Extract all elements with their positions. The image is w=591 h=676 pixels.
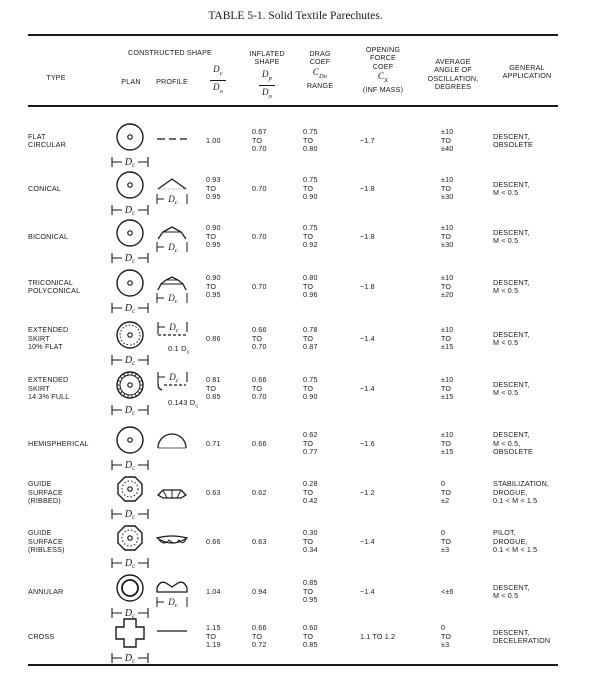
row-dc-do: 0.63 [206, 487, 221, 497]
skirt-annotation-value: 0.143 D [168, 398, 196, 407]
row-dp-do: 0.66 [252, 438, 267, 448]
row-oscillation-angle: ±10 TO ±40 [441, 127, 454, 154]
dimension-label-sub: c [132, 409, 136, 417]
row-opening-force: ~1.8 [360, 281, 375, 291]
skirt-hatch-mark [124, 394, 126, 397]
row-oscillation-angle: ±10 TO ±30 [441, 223, 454, 250]
opening-force-label: OPENING FORCE COEF [365, 45, 401, 71]
dimension-label-main: D [124, 205, 133, 216]
dp-numerator-sub: p [268, 74, 273, 82]
row-oscillation-angle: ±10 TO ±15 [441, 375, 454, 402]
dimension-label-sub: c [174, 602, 178, 609]
dimension-label-main: D [124, 558, 133, 569]
header-opening-force [350, 46, 416, 94]
annulus-outer [117, 575, 143, 601]
skirt-hatch-mark [120, 391, 122, 393]
row-opening-force: ~1.6 [360, 438, 375, 448]
row-dc-do: 1.00 [206, 135, 221, 145]
dimension-label-main: D [124, 653, 133, 664]
row-dc-do: 0.93 TO 0.95 [206, 175, 221, 202]
drag-range-label: RANGE [306, 80, 334, 90]
dc-denominator: D [212, 81, 220, 92]
row-drag-range: 0.75 TO 0.90 [303, 375, 318, 402]
table-title: TABLE 5-1. Solid Textile Parechutes. [208, 10, 383, 22]
row-type: EXTENDED SKIRT 14.3% FULL [28, 375, 70, 402]
row-dp-do: 0.70 [252, 231, 267, 241]
row-oscillation-angle: 0 TO ±2 [441, 479, 452, 506]
dimension-label-main: D [124, 405, 133, 416]
row-dc-do: 0.90 TO 0.95 [206, 273, 221, 300]
profile-shape-icon [149, 121, 195, 161]
dimension-label-sub: c [132, 209, 136, 217]
row-drag-range: 0.62 TO 0.77 [303, 430, 318, 457]
drag-symbol: C [312, 66, 319, 77]
row-application: DESCENT, M < 0.5 [493, 227, 530, 245]
row-dp-do: 0.94 [252, 586, 267, 596]
skirt-hatch-mark [135, 374, 137, 377]
row-opening-force: ~1.4 [360, 383, 375, 393]
dimension-label-sub: c [174, 199, 178, 206]
row-dc-do: 0.66 [206, 536, 221, 546]
fraction-bar [259, 85, 275, 86]
plan-shape-icon [108, 615, 152, 667]
vent-hole [128, 281, 132, 285]
row-type: GUIDE SURFACE (RIBLESS) [28, 528, 65, 555]
dimension-label-main: D [124, 460, 133, 471]
dimension-label-sub: c [132, 464, 136, 472]
opening-symbol-sub: X [384, 77, 389, 85]
dc-numerator: D [213, 64, 220, 74]
dc-numerator-sub: c [219, 69, 223, 77]
header-plan: PLAN [121, 77, 141, 86]
dimension-label [124, 253, 136, 265]
header-type: TYPE [46, 73, 66, 82]
skirt-hatch-mark [135, 394, 137, 397]
row-type: BICONICAL [28, 231, 69, 241]
plan-shape-icon [108, 471, 152, 523]
row-dp-do: 0.66 TO 0.70 [252, 325, 267, 352]
dimension-label-sub: c [132, 612, 136, 620]
row-type: EXTENDED SKIRT 10% FLAT [28, 325, 69, 352]
row-application: STABILIZATION, DROGUE, 0.1 < M < 1.5 [493, 479, 550, 506]
header-dc-do-fraction [198, 64, 238, 97]
dimension-label [167, 194, 178, 206]
skirt-hatch-mark [138, 391, 140, 393]
dc-denominator-sub: o [219, 87, 224, 95]
row-oscillation-angle: ±10 TO ±20 [441, 273, 454, 300]
row-opening-force: ~1.4 [360, 536, 375, 546]
skirt-annotation-value: 0.1 D [168, 344, 187, 353]
row-type: CONICAL [28, 183, 62, 193]
dimension-label-sub: c [174, 298, 178, 305]
inner-dotted-ring [122, 530, 138, 546]
dimension-label-sub: c [132, 657, 136, 665]
dimension-label-sub: c [174, 247, 178, 254]
dimension-label [124, 405, 136, 417]
dimension-label-sub: c [132, 307, 136, 315]
profile-shape-icon [149, 473, 195, 513]
vent-hole [128, 333, 132, 337]
row-dp-do: 0.67 TO 0.70 [252, 127, 267, 154]
row-dc-do: 1.15 TO 1.19 [206, 623, 221, 650]
dimension-label-main: D [168, 597, 175, 607]
plan-shape-icon [108, 520, 152, 572]
opening-inf-label: (INF MASS) [362, 85, 404, 95]
vent-hole [128, 231, 132, 235]
row-dp-do: 0.62 [252, 487, 267, 497]
dimension-label-main: D [124, 253, 133, 264]
profile-shape-icon [149, 424, 195, 464]
profile-shape-icon [149, 572, 195, 612]
profile-shape-icon [149, 217, 195, 257]
vent-hole [128, 383, 132, 387]
row-dp-do: 0.70 [252, 183, 267, 193]
row-opening-force: 1.1 TO 1.2 [360, 631, 396, 641]
dimension-label [167, 293, 178, 305]
row-dc-do: 0.81 TO 0.85 [206, 375, 221, 402]
dimension-label [168, 372, 179, 384]
profile-shape-icon [149, 522, 195, 562]
row-dp-do: 0.66 TO 0.70 [252, 375, 267, 402]
dimension-label [168, 322, 179, 334]
profile-shape-icon [149, 617, 195, 657]
row-drag-range: 0.85 TO 0.95 [303, 578, 318, 605]
conical-profile [158, 179, 186, 189]
vent-hole [128, 536, 132, 540]
top-rule [28, 34, 558, 36]
row-drag-range: 0.75 TO 0.90 [303, 175, 318, 202]
row-oscillation-angle: <±6 [441, 586, 454, 596]
dimension-label-main: D [124, 509, 133, 520]
row-drag-range: 0.60 TO 0.85 [303, 623, 318, 650]
plan-shape-icon [108, 265, 152, 317]
row-dc-do: 0.90 TO 0.95 [206, 223, 221, 250]
dimension-label-sub: c [132, 359, 136, 367]
dimension-label-main: D [169, 322, 176, 332]
header-general-application: GENERAL APPLICATION [502, 63, 552, 81]
triconical-profile [158, 277, 186, 290]
row-drag-range: 0.78 TO 0.87 [303, 325, 318, 352]
plan-shape-icon [108, 422, 152, 474]
skirt-inner-ring [120, 375, 140, 395]
header-inflated-shape [240, 50, 294, 101]
row-application: DESCENT, M < 0.5, OBSOLETE [493, 430, 533, 457]
dimension-label [167, 597, 178, 609]
inner-dotted-ring [122, 481, 138, 497]
plan-shape-icon [108, 119, 152, 171]
vent-hole [128, 135, 132, 139]
skirt-annotation [168, 399, 198, 411]
skirt-hatch-mark [132, 395, 133, 398]
plan-shape-icon [108, 215, 152, 267]
canopy-outline [117, 220, 143, 246]
row-dc-do: 0.86 [206, 333, 221, 343]
header-rule [28, 105, 558, 107]
row-type: GUIDE SURFACE (RIBBED) [28, 479, 63, 506]
dimension-label-main: D [169, 372, 176, 382]
skirt-hatch-mark [132, 372, 133, 375]
skirt-hatch-mark [138, 377, 140, 379]
dp-numerator: D [261, 68, 269, 79]
dimension-label-main: D [124, 608, 133, 619]
dimension-label-sub: c [132, 257, 136, 265]
vent-hole [128, 183, 132, 187]
canopy-outline [117, 322, 143, 348]
dimension-label [124, 303, 136, 315]
dimension-label [124, 653, 136, 665]
drag-coef-label: DRAG COEF [309, 49, 331, 67]
hemisphere-profile [158, 434, 186, 448]
dimension-label [124, 558, 136, 570]
dp-denominator-sub: o [268, 92, 273, 100]
row-drag-range: 0.30 TO 0.34 [303, 528, 318, 555]
rib-line [177, 490, 181, 498]
header-constructed-shape: CONSTRUCTED SHAPE [127, 48, 213, 57]
dimension-label-sub: c [132, 513, 136, 521]
plan-shape-icon [108, 167, 152, 219]
dimension-label-sub: c [132, 562, 136, 570]
row-application: DESCENT, M < 0.5 [493, 277, 530, 295]
skirt-curve-left [158, 384, 162, 390]
row-type: FLAT CIRCULAR [28, 131, 66, 149]
row-drag-range: 0.80 TO 0.96 [303, 273, 318, 300]
dimension-label-main: D [124, 157, 133, 168]
row-opening-force: ~1.8 [360, 183, 375, 193]
dimension-label-main: D [168, 293, 175, 303]
skirt-annotation [168, 345, 190, 357]
canopy-outline [117, 427, 143, 453]
canopy-outline [117, 372, 143, 398]
row-oscillation-angle: 0 TO ±3 [441, 528, 452, 555]
row-application: DESCENT, M < 0.5 [493, 379, 530, 397]
row-opening-force: ~1.2 [360, 487, 375, 497]
header-drag-coef [294, 50, 346, 90]
row-application: DESCENT, M < 0.5 [493, 582, 530, 600]
skirt-annotation-sub: c [195, 403, 199, 410]
row-dc-do: 0.71 [206, 438, 221, 448]
row-opening-force: ~1.4 [360, 333, 375, 343]
skirt-hatch-mark [120, 377, 122, 379]
row-type: ANNULAR [28, 586, 64, 596]
vent-hole [128, 438, 132, 442]
dimension-label-sub: c [175, 327, 179, 334]
inflated-shape-label: INFLATED SHAPE [249, 49, 285, 67]
row-drag-range: 0.75 TO 0.92 [303, 223, 318, 250]
skirt-hatch-mark [128, 395, 129, 398]
skirt-dotted-ring [120, 325, 140, 345]
dp-denominator: D [261, 86, 269, 97]
skirt-hatch-mark [128, 372, 129, 375]
row-type: CROSS [28, 631, 55, 641]
header-average-angle: AVERAGE ANGLE OF OSCILLATION, DEGREES [427, 57, 479, 92]
canopy-outline [117, 172, 143, 198]
row-application: PILOT, DROGUE, 0.1 < M < 1.5 [493, 528, 538, 555]
skirt-annotation-sub: c [186, 349, 190, 356]
row-application: DESCENT, OBSOLETE [493, 131, 533, 149]
dimension-label-main: D [168, 194, 175, 204]
cross-canopy [116, 619, 144, 647]
opening-symbol: C [377, 71, 385, 82]
profile-shape-icon [149, 267, 195, 307]
row-dp-do: 0.66 TO 0.72 [252, 623, 267, 650]
row-application: DESCENT, M < 0.5 [493, 179, 530, 197]
rib-line [163, 490, 167, 498]
skirt-hatch-mark [124, 374, 126, 377]
row-dp-do: 0.70 [252, 281, 267, 291]
dimension-label-main: D [124, 355, 133, 366]
dimension-label-main: D [168, 242, 175, 252]
dimension-label [124, 355, 136, 367]
row-opening-force: ~1.7 [360, 135, 375, 145]
row-oscillation-angle: 0 TO ±3 [441, 623, 452, 650]
row-opening-force: ~1.4 [360, 586, 375, 596]
row-drag-range: 0.28 TO 0.42 [303, 479, 318, 506]
dimension-label-sub: c [132, 161, 136, 169]
row-dp-do: 0.63 [252, 536, 267, 546]
vent-hole [128, 487, 132, 491]
canopy-outline [117, 124, 143, 150]
profile-shape-icon [149, 169, 195, 209]
row-oscillation-angle: ±10 TO ±15 [441, 430, 454, 457]
row-application: DESCENT, M < 0.5 [493, 329, 530, 347]
annular-profile [157, 582, 187, 592]
row-opening-force: ~1.8 [360, 231, 375, 241]
biconical-profile [158, 227, 186, 239]
row-type: TRICONICAL POLYCONICAL [28, 277, 81, 295]
dimension-label [167, 242, 178, 254]
row-oscillation-angle: ±10 TO ±30 [441, 175, 454, 202]
plan-shape-icon [108, 367, 152, 419]
row-application: DESCENT, DECELERATION [493, 627, 551, 645]
drag-symbol-sub: Do [318, 72, 328, 80]
dimension-label-main: D [124, 303, 133, 314]
fraction-bar [210, 80, 226, 81]
dimension-label-sub: c [175, 377, 179, 384]
canopy-outline [117, 270, 143, 296]
row-dc-do: 1.04 [206, 586, 221, 596]
plan-shape-icon [108, 317, 152, 369]
header-profile: PROFILE [156, 77, 188, 86]
row-type: HEMISPHERICAL [28, 438, 89, 448]
annulus-inner [122, 580, 138, 596]
row-oscillation-angle: ±10 TO ±15 [441, 325, 454, 352]
row-drag-range: 0.75 TO 0.80 [303, 127, 318, 154]
